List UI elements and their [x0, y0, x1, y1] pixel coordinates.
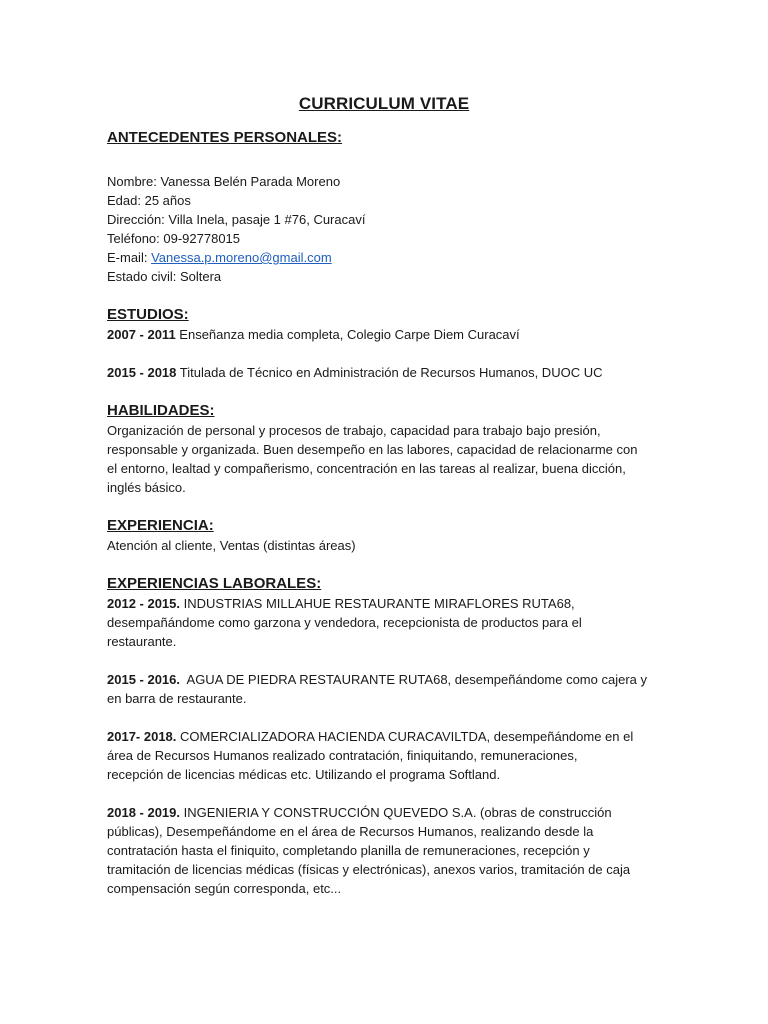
work-years: 2012 - 2015. — [107, 596, 181, 611]
experience-text: Atención al cliente, Ventas (distintas áreas) — [107, 538, 356, 553]
personal-address: Dirección: Villa Inela, pasaje 1 #76, Curacaví — [107, 212, 366, 227]
study-item — [107, 363, 667, 382]
study-item — [107, 325, 667, 344]
work-description-line: públicas), Desempeñándome en el área de Recursos Humanos, realizando desde la — [107, 824, 594, 839]
work-description: INDUSTRIAS MILLAHUE RESTAURANTE MIRAFLORES RUTA68, — [180, 596, 575, 611]
email-link[interactable]: Vanessa.p.moreno@gmail.com — [151, 250, 332, 265]
work-description-line: área de Recursos Humanos realizado contratación, finiquitando, remuneraciones, — [107, 748, 578, 763]
work-item-first-line — [107, 594, 667, 613]
work-item — [107, 803, 667, 898]
work-description-line: restaurante. — [107, 634, 177, 649]
skills-line: Organización de personal y procesos de trabajo, capacidad para trabajo bajo presión, — [107, 423, 601, 438]
work-item — [107, 670, 667, 708]
email-label: E-mail: — [107, 250, 152, 265]
personal-info — [107, 172, 667, 286]
work-description: INGENIERIA Y CONSTRUCCIÓN QUEVEDO S.A. (obras de construcción — [180, 805, 612, 820]
document-body — [107, 128, 667, 898]
personal-name: Nombre: Vanessa Belén Parada Moreno — [107, 174, 341, 189]
work-description-line: compensación según corresponda, etc... — [107, 881, 342, 896]
document-title: CURRICULUM VITAE — [298, 94, 470, 113]
work-item-first-line — [107, 803, 667, 822]
skills-line: el entorno, lealtad y compañerismo, concentración en las tareas al realizar, buena dicción, — [107, 461, 626, 476]
work-item-first-line — [107, 670, 667, 689]
skills-paragraph — [107, 421, 667, 497]
personal-civil-status: Estado civil: Soltera — [107, 269, 222, 284]
skills-line: responsable y organizada. Buen desempeño en las labores, capacidad de relacionarme con — [107, 442, 638, 457]
study-text: Enseñanza media completa, Colegio Carpe Diem Curacaví — [175, 327, 520, 342]
personal-phone: Teléfono: 09-92778015 — [107, 231, 241, 246]
work-item — [107, 727, 667, 784]
study-years: 2007 - 2011 — [107, 327, 176, 342]
work-years: 2015 - 2016. — [107, 672, 181, 687]
work-description-line: tramitación de licencias médicas (físicas y electrónicas), anexos varios, tramitación de caja — [107, 862, 631, 877]
work-description-line: desempañándome como garzona y vendedora, recepcionista de productos para el — [107, 615, 582, 630]
work-item-first-line — [107, 727, 667, 746]
work-description-line: en barra de restaurante. — [107, 691, 247, 706]
skills-heading: HABILIDADES: — [107, 402, 215, 419]
study-years: 2015 - 2018 — [107, 365, 177, 380]
personal-email-line — [107, 248, 667, 267]
personal-age: Edad: 25 años — [107, 193, 191, 208]
work-description: AGUA DE PIEDRA RESTAURANTE RUTA68, desempeñándome como cajera y — [180, 672, 647, 687]
skills-line: inglés básico. — [107, 480, 186, 495]
study-text: Titulada de Técnico en Administración de Recursos Humanos, DUOC UC — [176, 365, 603, 380]
work-years: 2018 - 2019. — [107, 805, 181, 820]
work-description-line: contratación hasta el finiquito, completando planilla de remuneraciones, recepción y — [107, 843, 590, 858]
work-item — [107, 594, 667, 651]
work-description-line: recepción de licencias médicas etc. Utilizando el programa Softland. — [107, 767, 501, 782]
work-description: COMERCIALIZADORA HACIENDA CURACAVILTDA, desempeñándome en el — [176, 729, 634, 744]
studies-heading: ESTUDIOS: — [107, 306, 189, 323]
personal-heading: ANTECEDENTES PERSONALES: — [107, 129, 343, 146]
experience-heading: EXPERIENCIA: — [107, 517, 214, 534]
work-years: 2017- 2018. — [107, 729, 177, 744]
work-heading: EXPERIENCIAS LABORALES: — [107, 575, 322, 592]
